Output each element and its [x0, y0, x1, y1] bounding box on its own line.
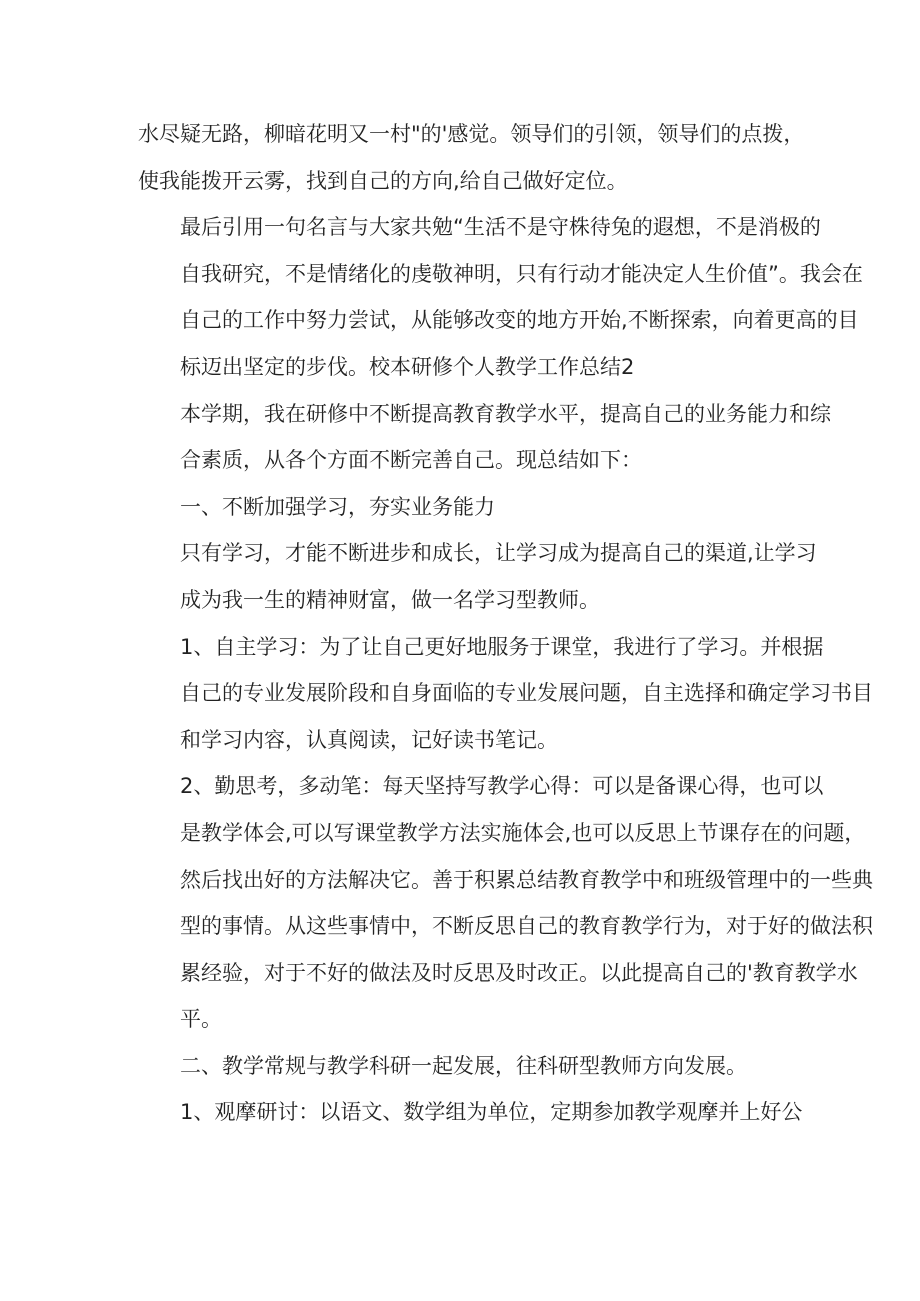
text-line: 然后找出好的方法解决它。善于积累总结教育教学中和班级管理中的一些典	[180, 867, 873, 892]
paragraph-3	[138, 391, 831, 484]
heading-line: 二、教学常规与教学科研一起发展，往科研型教师方向发展。	[180, 1053, 747, 1078]
text-line: 自己的专业发展阶段和自身面临的专业发展问题，自主选择和确定学习书目	[180, 681, 873, 706]
text-line: 水尽疑无路，柳暗花明又一村"的'感觉。领导们的引领，领导们的点拨，	[138, 122, 805, 146]
text-line: 1、自主学习：为了让自己更好地服务于课堂，我进行了学习。并根据	[180, 634, 824, 659]
text-line: 平。	[180, 1007, 222, 1032]
text-line: 是教学体会,可以写课堂教学方法实施体会,也可以反思上节课存在的问题，	[180, 820, 866, 845]
section-heading-1	[138, 484, 798, 531]
text-line: 只有学习，才能不断进步和成长，让学习成为提高自己的渠道,让学习	[180, 541, 817, 566]
text-line: 成为我一生的精神财富，做一名学习型教师。	[180, 587, 600, 612]
text-line: 自我研究，不是情绪化的虔敬神明，只有行动才能决定人生价值”。我会在	[180, 261, 863, 286]
text-line: 标迈出坚定的步伐。校本研修个人教学工作总结2	[180, 354, 635, 379]
text-line: 型的事情。从这些事情中，不断反思自己的教育教学行为，对于好的做法积	[180, 914, 873, 939]
text-line: 合素质，从各个方面不断完善自己。现总结如下：	[180, 448, 642, 473]
text-line: 使我能拨开云雾，找到自己的方向,给自己做好定位。	[138, 168, 628, 193]
paragraph-1	[138, 111, 805, 204]
document-body	[138, 111, 873, 1136]
paragraph-6	[138, 763, 873, 1043]
paragraph-5	[138, 624, 873, 764]
heading-line: 一、不断加强学习，夯实业务能力	[180, 494, 495, 519]
text-line: 自己的工作中努力尝试，从能够改变的地方开始,不断探索，向着更高的目	[180, 308, 859, 333]
paragraph-7	[138, 1089, 803, 1136]
text-line: 2、勤思考，多动笔：每天坚持写教学心得：可以是备课心得，也可以	[180, 774, 824, 799]
text-line: 本学期，我在研修中不断提高教育教学水平，提高自己的业务能力和综	[180, 401, 831, 426]
text-line: 累经验，对于不好的做法及时反思及时改正。以此提高自己的'教育教学水	[180, 960, 858, 985]
paragraph-4	[138, 530, 817, 623]
section-heading-2	[138, 1043, 798, 1090]
paragraph-2	[138, 204, 863, 390]
text-line: 最后引用一句名言与大家共勉“生活不是守株待兔的遐想，不是消极的	[180, 215, 821, 240]
text-line: 和学习内容，认真阅读，记好读书笔记。	[180, 727, 558, 752]
text-line: 1、观摩研讨：以语文、数学组为单位，定期参加教学观摩并上好公	[180, 1100, 803, 1125]
